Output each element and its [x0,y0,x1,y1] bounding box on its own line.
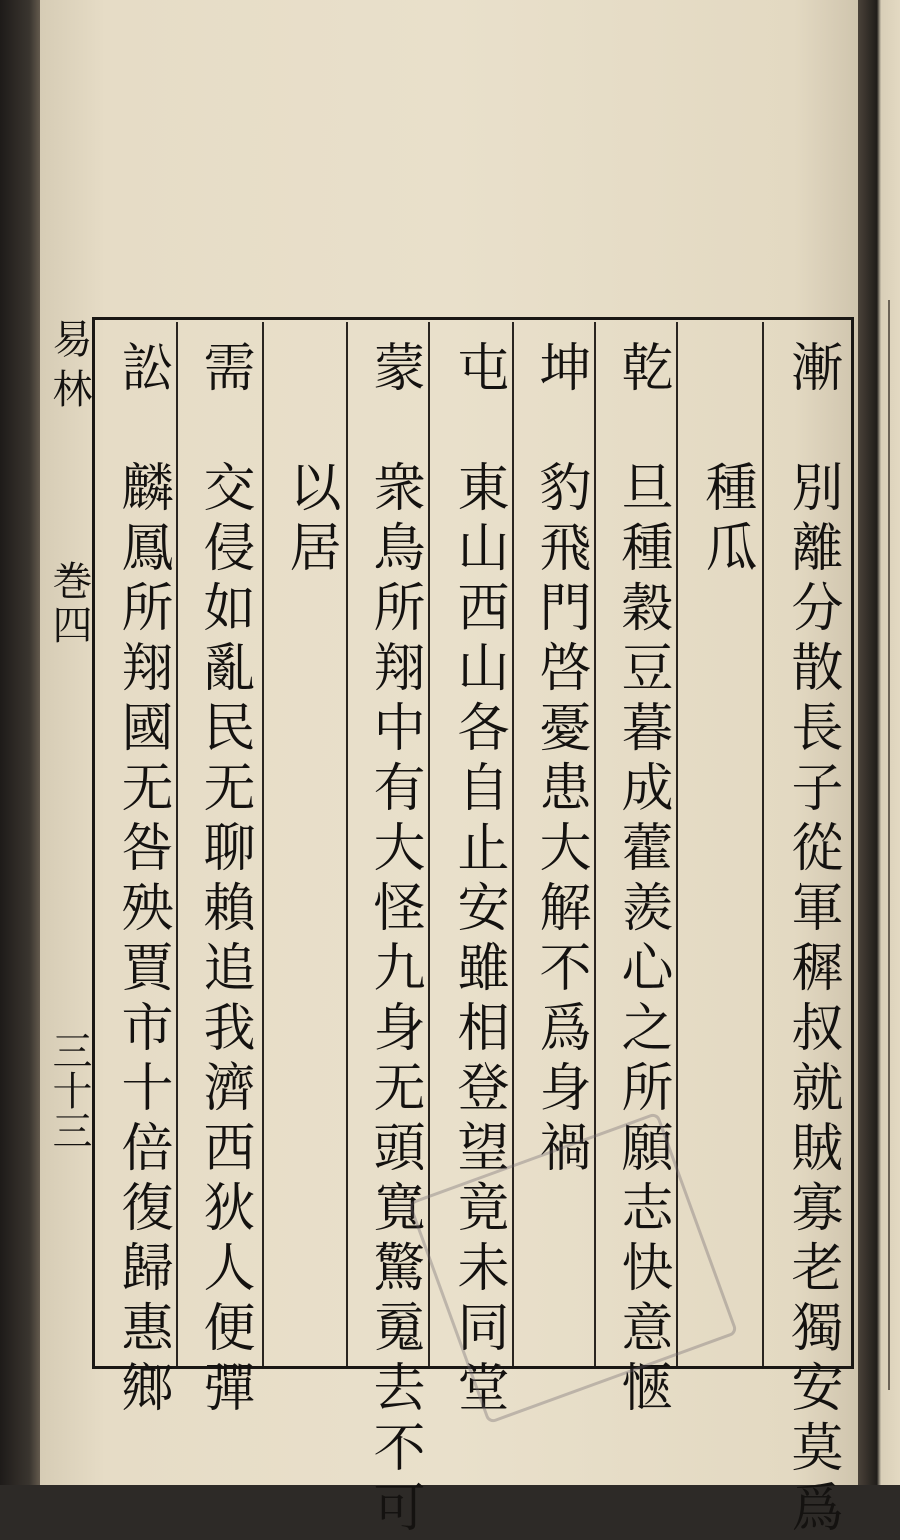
book-spine-shadow [0,0,42,1485]
text-column-7: 以居 [280,340,340,580]
book-title: 易林 [46,318,92,418]
column-rule [262,322,264,1366]
page-gutter [858,0,900,1485]
column-rule [762,322,764,1366]
text-column-1: 漸 別離分散長子從軍穉叔就賊寡老獨安莫爲 [782,340,842,1540]
text-column-2: 種瓜 [696,340,756,580]
text-column-6: 蒙 衆鳥所翔中有大怪九身无頭寬驚䰟去不可 [364,340,424,1540]
text-column-9: 訟 麟鳳所翔國无咎殃賈市十倍復歸惠鄉 [112,340,172,1420]
page-number: 三十三 [46,1030,92,1150]
text-column-3: 乾 旦種穀豆暮成藿羨心之所願志快意愜 [612,340,672,1420]
column-rule [346,322,348,1366]
text-column-5: 屯 東山西山各自止安雖相登望竟未同堂 [448,340,508,1420]
text-column-8: 需 交侵如亂民无聊賴追我濟西狄人便彈 [194,340,254,1420]
text-column-4: 坤 豹飛門啓憂患大解不爲身禍 [530,340,590,1180]
volume-label: 巻四 [46,560,92,648]
column-rule [176,322,178,1366]
